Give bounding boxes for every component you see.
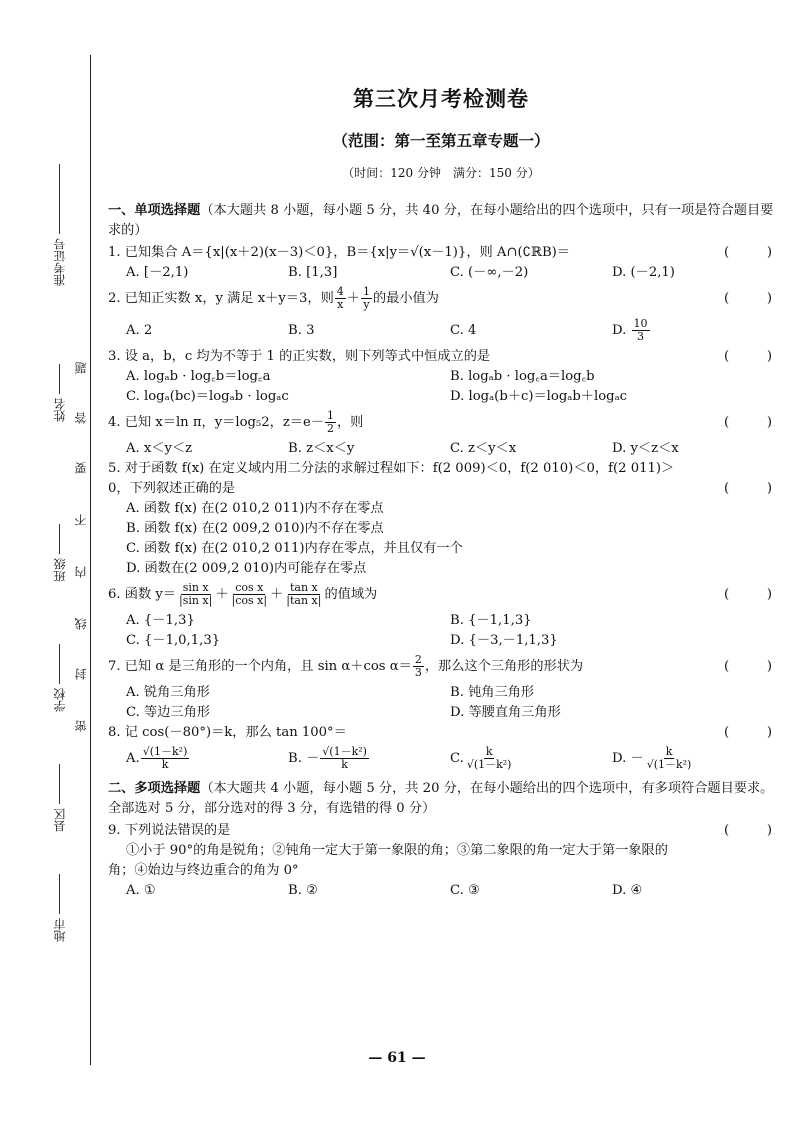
question-3 bbox=[108, 347, 774, 367]
seal-char: 要 bbox=[74, 462, 88, 474]
option-d[interactable]: D. logₐ(b＋c)＝logₐb＋logₐc bbox=[450, 389, 628, 404]
option-a[interactable]: A. 锐角三角形 bbox=[126, 685, 210, 700]
page-subtitle: （范围：第一至第五章专题一） bbox=[332, 131, 550, 150]
question-9-stem: 9. 下列说法错误的是 bbox=[108, 823, 231, 838]
county-label: 县区 bbox=[52, 808, 67, 832]
question-3-stem: 3. 设 a，b，c 均为不等于 1 的正实数，则下列等式中恒成立的是 bbox=[108, 349, 491, 364]
option-c[interactable]: C. logₐ(bc)＝logₐb · logₐc bbox=[126, 389, 289, 404]
name-field[interactable] bbox=[48, 360, 70, 425]
option-b[interactable]: B. 3 bbox=[288, 323, 315, 338]
answer-blank[interactable]: ( ) bbox=[724, 823, 772, 838]
option-a[interactable]: A. x＜y＜z bbox=[126, 441, 193, 456]
answer-blank[interactable]: ( ) bbox=[724, 725, 772, 740]
option-c[interactable]: C. 等边三角形 bbox=[126, 705, 210, 720]
binding-line bbox=[90, 55, 91, 1065]
question-9 bbox=[108, 821, 774, 841]
class-label: 班级 bbox=[52, 558, 67, 582]
question-4: 4. 已知 x＝ln π，y＝log₅2，z＝e－ $\frac{1}{2}$ ，则 ( ) bbox=[108, 407, 774, 439]
option-b[interactable]: B. ② bbox=[288, 883, 318, 898]
seal-char: 答 bbox=[74, 412, 88, 424]
question-5-stem: 0，下列叙述正确的是 bbox=[108, 481, 236, 496]
option-b[interactable]: B. [1,3] bbox=[288, 265, 338, 280]
section-1-desc: （本大题共 8 小题，每小题 5 分，共 40 分，在每小题给出的四个选项中，只有一项是符合题目要求的） bbox=[108, 203, 774, 238]
question-7: 7. 已知 α 是三角形的一个内角，且 sin α＋cos α＝ $\frac{2}{3}$ ，那么这个三角形的形状为 ( ) bbox=[108, 651, 774, 683]
option-c[interactable]: C. 函数 f(x) 在(2 010,2 011)内存在零点，并且仅有一个 bbox=[126, 541, 463, 556]
seal-char: 内 bbox=[74, 566, 88, 578]
option-a[interactable]: A. [－2,1) bbox=[126, 265, 189, 280]
fraction: $\frac{\text{cos x}}{\text{|cos x|}}$ bbox=[231, 581, 268, 607]
question-1-stem: 1. 已知集合 A＝{x|(x＋2)(x－3)＜0}，B＝{x|y＝√(x－1)}，则 A∩(∁ℝB)＝ bbox=[108, 245, 571, 260]
fraction: $\frac{4}{x}$ bbox=[336, 285, 344, 311]
seal-char: 封 bbox=[74, 668, 88, 680]
question-7-options bbox=[108, 683, 774, 723]
city-field[interactable] bbox=[48, 870, 70, 945]
option-d[interactable]: D. {－3,－1,1,3} bbox=[450, 633, 558, 648]
question-1-options bbox=[108, 263, 774, 283]
question-2-options bbox=[108, 315, 774, 347]
exam-number-label: 准考证号 bbox=[52, 238, 67, 286]
question-6: 6. 函数 y＝ $\frac{\text{sin x}}{\text{|sin x|}}$ ＋ $\frac{\text{cos x}}{\text{|cos x|}}$ ＋ $\frac{\text{tan x}}{\text{|tan x|}}$ 的值域为 ( ) bbox=[108, 579, 774, 611]
section-1-heading bbox=[108, 201, 774, 241]
answer-blank[interactable]: ( ) bbox=[724, 291, 772, 306]
option-c[interactable]: C. $\frac{k}{\text{√(1－k²)}}$ bbox=[450, 745, 512, 771]
option-c[interactable]: C. z＜y＜x bbox=[450, 441, 517, 456]
option-b[interactable]: B. － $\frac{\text{√(1－k²)}}{k}$ bbox=[288, 745, 367, 771]
answer-blank[interactable]: ( ) bbox=[724, 415, 772, 430]
question-8-stem: 8. 记 cos(－80°)＝k，那么 tan 100°＝ bbox=[108, 725, 347, 740]
fraction: $\frac{2}{3}$ bbox=[414, 653, 422, 679]
question-5-line-1: 5. 对于函数 f(x) 在定义域内用二分法的求解过程如下：f(2 009)＜0，f(2 010)＜0，f(2 011)＞ bbox=[108, 461, 675, 476]
question-6-options bbox=[108, 611, 774, 651]
section-2-title: 二、多项选择题 bbox=[108, 781, 201, 796]
exam-meta: （时间：120 分钟 满分：150 分） bbox=[342, 166, 540, 180]
seal-char: 密 bbox=[74, 720, 88, 732]
name-label: 姓名 bbox=[52, 398, 67, 422]
answer-blank[interactable]: ( ) bbox=[724, 349, 772, 364]
option-d[interactable]: D. y＜z＜x bbox=[612, 441, 679, 456]
answer-blank[interactable]: ( ) bbox=[724, 587, 772, 602]
question-1 bbox=[108, 243, 774, 263]
exam-number-field[interactable] bbox=[48, 160, 70, 289]
option-b[interactable]: B. {－1,1,3} bbox=[450, 613, 532, 628]
question-3-options bbox=[108, 367, 774, 407]
fraction: $\frac{1}{y}$ bbox=[362, 285, 370, 311]
answer-blank[interactable]: ( ) bbox=[724, 659, 772, 674]
seal-char: 线 bbox=[74, 618, 88, 630]
option-d[interactable]: D. $\frac{10}{3}$ bbox=[612, 317, 648, 343]
question-8 bbox=[108, 723, 774, 743]
school-field[interactable] bbox=[48, 640, 70, 715]
question-4-options bbox=[108, 439, 774, 459]
county-field[interactable] bbox=[48, 760, 70, 835]
question-2: 2. 已知正实数 x，y 满足 x＋y＝3，则 $\frac{4}{x}$ ＋ $\frac{1}{y}$ 的最小值为 ( ) bbox=[108, 283, 774, 315]
option-a[interactable]: A. 函数 f(x) 在(2 010,2 011)内不存在零点 bbox=[126, 501, 384, 516]
class-field[interactable] bbox=[48, 520, 70, 585]
section-2-heading bbox=[108, 779, 774, 819]
answer-blank[interactable]: ( ) bbox=[724, 245, 772, 260]
question-5 bbox=[108, 479, 774, 499]
option-a[interactable]: A. {－1,3} bbox=[126, 613, 195, 628]
answer-blank[interactable]: ( ) bbox=[724, 481, 772, 496]
option-d[interactable]: D. (－2,1) bbox=[612, 265, 675, 280]
question-8-options bbox=[108, 743, 774, 775]
option-d[interactable]: D. 等腰直角三角形 bbox=[450, 705, 561, 720]
exam-content bbox=[108, 85, 774, 901]
fraction: $\frac{\text{tan x}}{\text{|tan x|}}$ bbox=[286, 581, 322, 607]
option-d[interactable]: D. 函数在(2 009,2 010)内可能存在零点 bbox=[126, 561, 367, 576]
option-a[interactable]: A. ① bbox=[126, 883, 156, 898]
option-b[interactable]: B. logₐb · log꜀a＝log꜀b bbox=[450, 369, 595, 384]
option-c[interactable]: C. {－1,0,1,3} bbox=[126, 633, 221, 648]
question-9-statement: ①小于 90°的角是锐角；②钝角一定大于第一象限的角；③第二象限的角一定大于第一象限的 bbox=[126, 843, 668, 858]
page-number: — 61 — bbox=[368, 1050, 426, 1066]
fraction: $\frac{\text{sin x}}{\text{|sin x|}}$ bbox=[178, 581, 213, 607]
option-b[interactable]: B. z＜x＜y bbox=[288, 441, 355, 456]
option-a[interactable]: A. $\frac{\text{√(1－k²)}}{k}$ bbox=[126, 745, 188, 771]
fraction: $\frac{1}{2}$ bbox=[326, 409, 334, 435]
option-d[interactable]: D. ④ bbox=[612, 883, 643, 898]
option-a[interactable]: A. logₐb · log꜀b＝log꜀a bbox=[126, 369, 271, 384]
option-a[interactable]: A. 2 bbox=[126, 323, 153, 338]
school-label: 学校 bbox=[52, 688, 67, 712]
question-9-options bbox=[108, 881, 774, 901]
section-1-title: 一、单项选择题 bbox=[108, 203, 201, 218]
seal-char: 不 bbox=[74, 514, 88, 526]
option-d[interactable]: D. － $\frac{k}{\text{√(1－k²)}}$ bbox=[612, 745, 692, 771]
option-c[interactable]: C. ③ bbox=[450, 883, 480, 898]
seal-char: 题 bbox=[74, 362, 88, 374]
page-title: 第三次月考检测卷 bbox=[353, 86, 529, 111]
option-c[interactable]: C. (－∞,－2) bbox=[450, 265, 529, 280]
city-label: 地市 bbox=[52, 918, 67, 942]
section-2-desc: （本大题共 4 小题，每小题 5 分，共 20 分，在每小题给出的四个选项中，有多项符合题目要求。全部选对 5 分，部分选对的得 3 分，有选错的得 0 分） bbox=[108, 781, 774, 816]
option-b[interactable]: B. 函数 f(x) 在(2 009,2 010)内不存在零点 bbox=[126, 521, 384, 536]
option-c[interactable]: C. 4 bbox=[450, 323, 477, 338]
question-9-statement-cont: 角；④始边与终边重合的角为 0° bbox=[108, 863, 299, 878]
option-b[interactable]: B. 钝角三角形 bbox=[450, 685, 535, 700]
